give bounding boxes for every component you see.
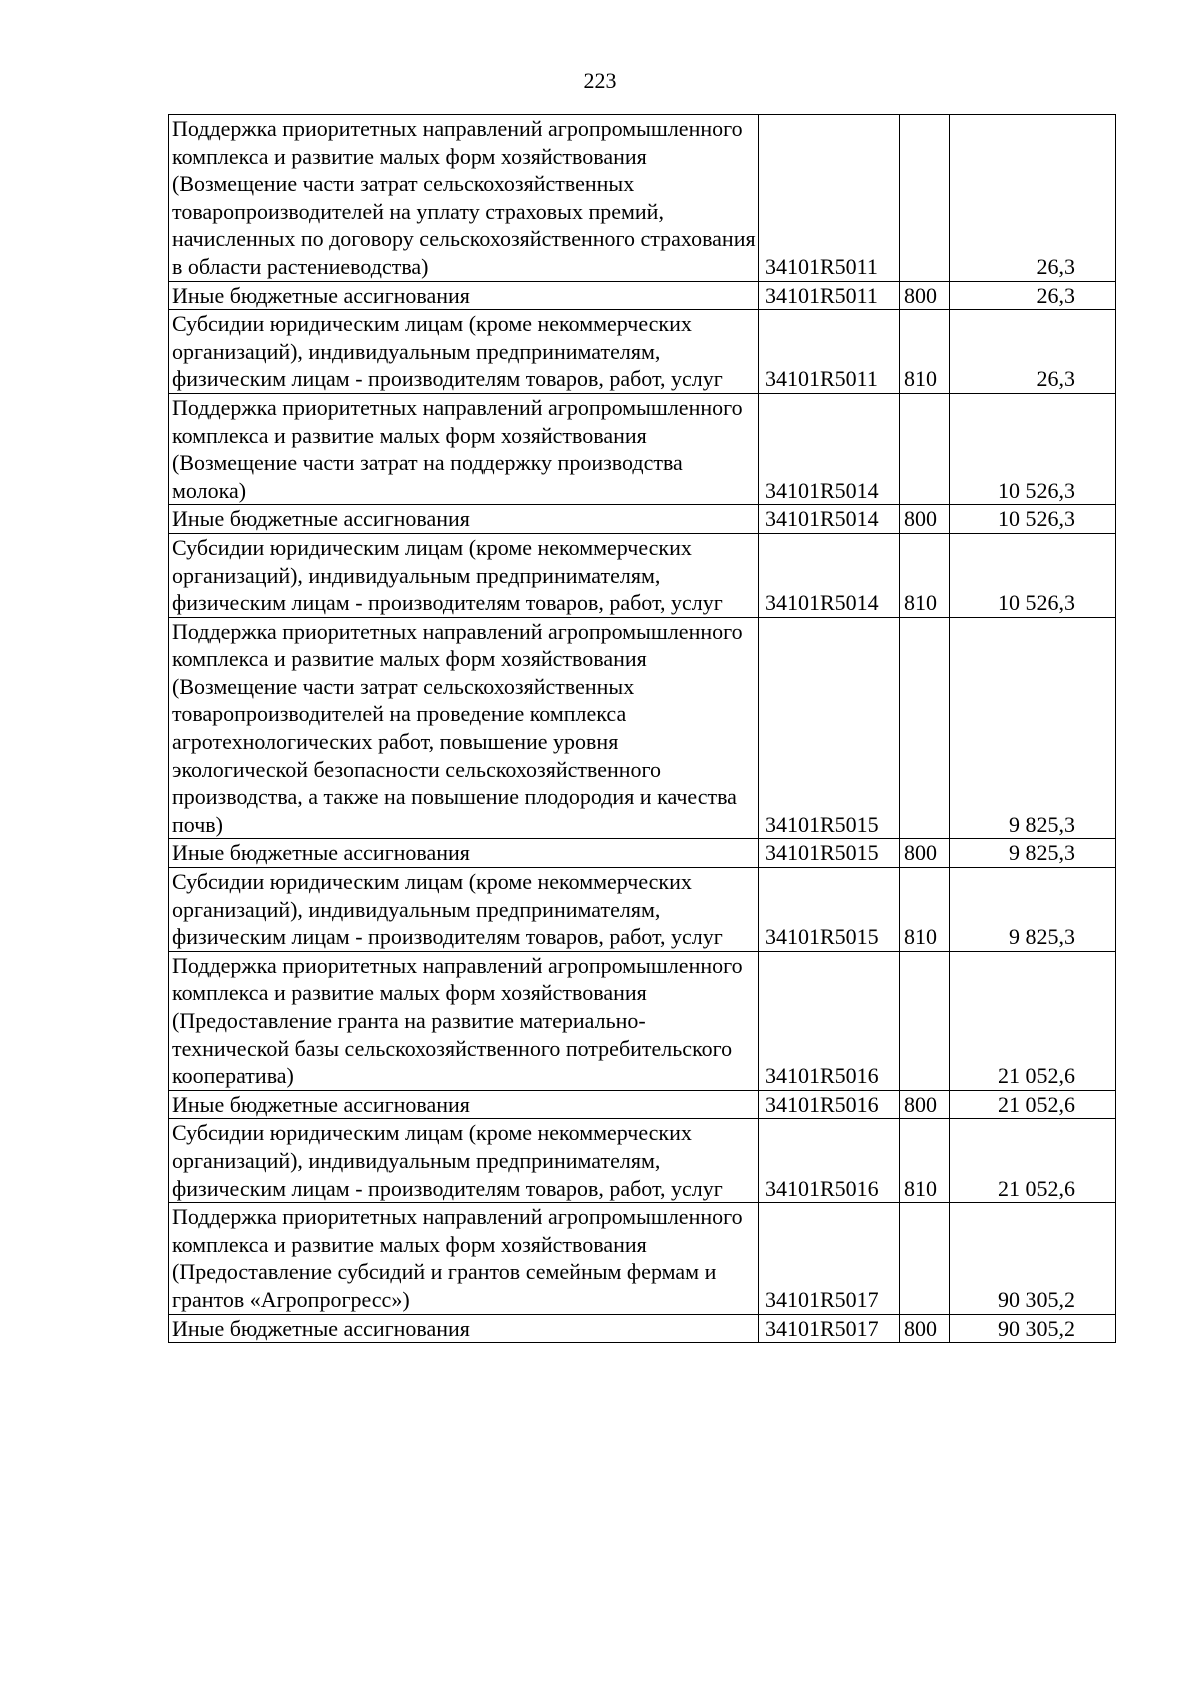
row-type-cell: 800	[900, 839, 950, 868]
row-name-cell: Поддержка приоритетных направлений агропромышленного комплекса и развитие малых форм хозяйствования (Предоставление субсидий и грантов семейным фермам и грантов «Агропрогресс»)	[169, 1203, 759, 1314]
row-name-cell: Иные бюджетные ассигнования	[169, 505, 759, 534]
table-row	[169, 1203, 1116, 1314]
row-type-cell: 810	[900, 310, 950, 394]
row-amount-cell: 26,3	[950, 115, 1116, 282]
table-row	[169, 868, 1116, 952]
row-type-cell: 810	[900, 868, 950, 952]
row-code-cell: 34101R5011	[759, 115, 900, 282]
row-type-cell: 800	[900, 281, 950, 310]
row-type-cell: 810	[900, 533, 950, 617]
row-amount-cell: 21 052,6	[950, 951, 1116, 1090]
row-name-cell: Субсидии юридическим лицам (кроме некоммерческих организаций), индивидуальным предпринимателям, физическим лицам - производителям товаров, работ, услуг	[169, 1119, 759, 1203]
table-row	[169, 617, 1116, 839]
row-type-cell	[900, 393, 950, 504]
row-type-cell	[900, 617, 950, 839]
row-name-cell: Иные бюджетные ассигнования	[169, 1090, 759, 1119]
row-code-cell: 34101R5017	[759, 1203, 900, 1314]
row-name-cell: Поддержка приоритетных направлений агропромышленного комплекса и развитие малых форм хозяйствования (Возмещение части затрат сельскохозяйственных товаропроизводителей на уплату страховых премий, начисленных по договору сельскохозяйственного страхования в области растениеводства)	[169, 115, 759, 282]
row-code-cell: 34101R5015	[759, 617, 900, 839]
row-amount-cell: 90 305,2	[950, 1203, 1116, 1314]
row-code-cell: 34101R5016	[759, 951, 900, 1090]
row-code-cell: 34101R5014	[759, 533, 900, 617]
row-code-cell: 34101R5015	[759, 839, 900, 868]
table-row	[169, 533, 1116, 617]
row-name-cell: Субсидии юридическим лицам (кроме некоммерческих организаций), индивидуальным предпринимателям, физическим лицам - производителям товаров, работ, услуг	[169, 533, 759, 617]
row-type-cell: 800	[900, 1090, 950, 1119]
table-row	[169, 281, 1116, 310]
row-name-cell: Субсидии юридическим лицам (кроме некоммерческих организаций), индивидуальным предпринимателям, физическим лицам - производителям товаров, работ, услуг	[169, 868, 759, 952]
row-amount-cell: 21 052,6	[950, 1119, 1116, 1203]
row-type-cell	[900, 951, 950, 1090]
row-type-cell: 800	[900, 505, 950, 534]
row-amount-cell: 10 526,3	[950, 393, 1116, 504]
table-row	[169, 310, 1116, 394]
row-name-cell: Поддержка приоритетных направлений агропромышленного комплекса и развитие малых форм хозяйствования (Возмещение части затрат сельскохозяйственных товаропроизводителей на проведение комплекса агротехнологических работ, повышение уровня экологической безопасности сельскохозяйственного производства, а также на повышение плодородия и качества почв)	[169, 617, 759, 839]
table-row	[169, 951, 1116, 1090]
page-number: 223	[583, 68, 617, 93]
row-type-cell: 800	[900, 1314, 950, 1343]
row-name-cell: Иные бюджетные ассигнования	[169, 281, 759, 310]
row-code-cell: 34101R5011	[759, 281, 900, 310]
row-amount-cell: 10 526,3	[950, 533, 1116, 617]
row-amount-cell: 10 526,3	[950, 505, 1116, 534]
table-row	[169, 1119, 1116, 1203]
row-type-cell	[900, 1203, 950, 1314]
table-row	[169, 839, 1116, 868]
row-amount-cell: 90 305,2	[950, 1314, 1116, 1343]
row-type-cell: 810	[900, 1119, 950, 1203]
row-name-cell: Субсидии юридическим лицам (кроме некоммерческих организаций), индивидуальным предпринимателям, физическим лицам - производителям товаров, работ, услуг	[169, 310, 759, 394]
budget-table	[168, 114, 1116, 1343]
row-amount-cell: 9 825,3	[950, 868, 1116, 952]
table-row	[169, 393, 1116, 504]
table-row	[169, 1314, 1116, 1343]
row-name-cell: Иные бюджетные ассигнования	[169, 1314, 759, 1343]
row-code-cell: 34101R5016	[759, 1119, 900, 1203]
row-amount-cell: 26,3	[950, 310, 1116, 394]
table-row	[169, 115, 1116, 282]
table-row	[169, 1090, 1116, 1119]
row-amount-cell: 26,3	[950, 281, 1116, 310]
row-code-cell: 34101R5014	[759, 505, 900, 534]
row-amount-cell: 9 825,3	[950, 617, 1116, 839]
row-code-cell: 34101R5016	[759, 1090, 900, 1119]
budget-table-body	[169, 115, 1116, 1343]
row-code-cell: 34101R5017	[759, 1314, 900, 1343]
row-type-cell	[900, 115, 950, 282]
row-code-cell: 34101R5011	[759, 310, 900, 394]
row-name-cell: Поддержка приоритетных направлений агропромышленного комплекса и развитие малых форм хозяйствования (Возмещение части затрат на поддержку производства молока)	[169, 393, 759, 504]
row-amount-cell: 9 825,3	[950, 839, 1116, 868]
row-code-cell: 34101R5014	[759, 393, 900, 504]
table-row	[169, 505, 1116, 534]
row-code-cell: 34101R5015	[759, 868, 900, 952]
row-name-cell: Поддержка приоритетных направлений агропромышленного комплекса и развитие малых форм хозяйствования (Предоставление гранта на развитие материально-технической базы сельскохозяйственного потребительского кооператива)	[169, 951, 759, 1090]
row-amount-cell: 21 052,6	[950, 1090, 1116, 1119]
row-name-cell: Иные бюджетные ассигнования	[169, 839, 759, 868]
